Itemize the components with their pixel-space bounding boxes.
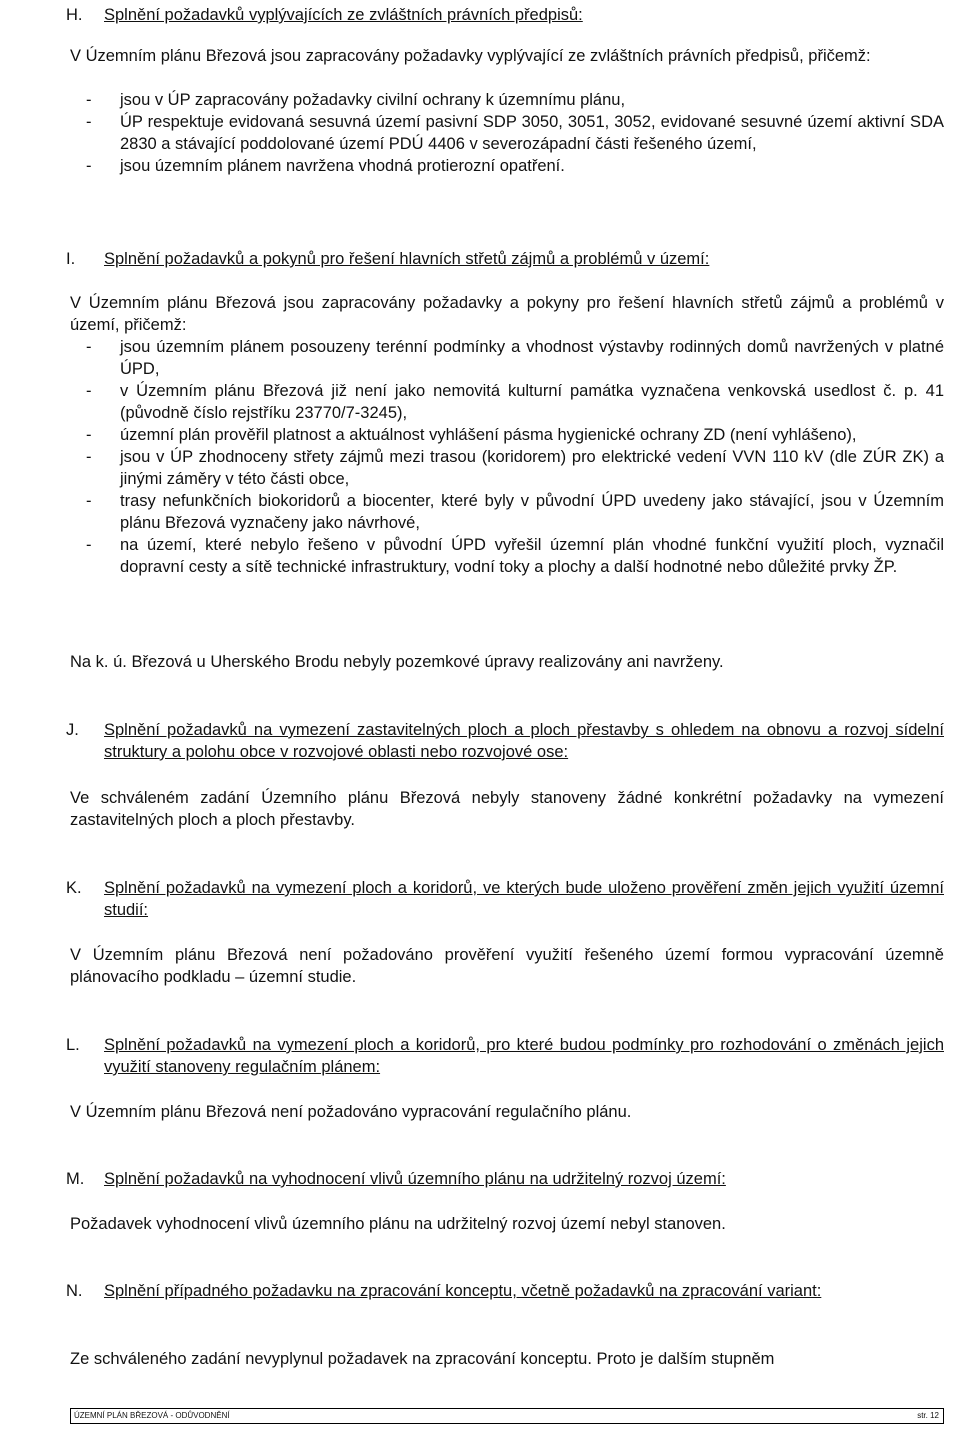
section-k-heading xyxy=(66,877,944,921)
section-title: Splnění požadavků na vymezení ploch a koridorů, ve kterých bude uloženo prověření změn jejich využití územní studií: xyxy=(104,879,944,919)
section-n-heading xyxy=(66,1280,944,1302)
section-l-heading xyxy=(66,1034,944,1078)
section-h-heading xyxy=(66,4,944,26)
section-i-list xyxy=(70,336,944,578)
list-item: - jsou v ÚP zhodnoceny střety zájmů mezi trasou (koridorem) pro elektrické vedení VVN 110 kV (dle ZÚR ZK) a jinými záměry v této části obce, xyxy=(70,446,944,490)
footer-page-number: str. 12 xyxy=(917,1411,939,1420)
section-j-heading xyxy=(66,719,944,763)
list-item: - jsou v ÚP zapracovány požadavky civilní ochrany k územnímu plánu, xyxy=(70,89,944,111)
list-item: - územní plán prověřil platnost a aktuálnost vyhlášení pásma hygienické ochrany ZD (není vyhlášeno), xyxy=(70,424,944,446)
section-i-heading xyxy=(66,248,944,270)
section-l-text: V Územním plánu Březová není požadováno vypracování regulačního plánu. xyxy=(70,1103,632,1121)
page-footer xyxy=(70,1408,944,1424)
list-item: - ÚP respektuje evidovaná sesuvná území pasivní SDP 3050, 3051, 3052, evidované sesuvné území aktivní SDA 2830 a stávající poddolované území PDÚ 4406 v severozápadní části řešeného území, xyxy=(70,111,944,155)
section-letter: I. xyxy=(66,250,76,268)
section-title: Splnění požadavků na vyhodnocení vlivů územního plánu na udržitelný rozvoj území: xyxy=(104,1170,726,1188)
section-title: Splnění případného požadavku na zpracování konceptu, včetně požadavků na zpracování variant: xyxy=(104,1282,822,1300)
list-item: - jsou územním plánem posouzeny terénní podmínky a vhodnost výstavby rodinných domů navržených v platné ÚPD, xyxy=(70,336,944,380)
section-m-heading xyxy=(66,1168,944,1190)
section-h-intro: V Územním plánu Březová jsou zapracovány požadavky vyplývající ze zvláštních právních předpisů, přičemž: xyxy=(70,47,871,65)
section-title: Splnění požadavků na vymezení zastavitelných ploch a ploch přestavby s ohledem na obnovu a rozvoj sídelní struktury a polohu obce v rozvojové oblasti nebo rozvojové ose: xyxy=(104,721,944,761)
section-letter: M. xyxy=(66,1170,85,1188)
section-letter: H. xyxy=(66,6,83,24)
section-letter: K. xyxy=(66,879,82,897)
list-item: - trasy nefunkčních biokoridorů a biocenter, které byly v původní ÚPD uvedeny jako stávající, jsou v Územním plánu Březová vyznačeny jako návrhové, xyxy=(70,490,944,534)
section-i-intro: V Územním plánu Březová jsou zapracovány požadavky a pokyny pro řešení hlavních střetů zájmů a problémů v území, přičemž: xyxy=(70,294,944,334)
section-n-text: Ze schváleného zadání nevyplynul požadavek na zpracování konceptu. Proto je dalším stupněm xyxy=(70,1350,775,1368)
list-item: - v Územním plánu Březová již není jako nemovitá kulturní památka vyznačena venkovská usedlost č. p. 41 (původně číslo rejstříku 23770/7-3245), xyxy=(70,380,944,424)
section-title: Splnění požadavků na vymezení ploch a koridorů, pro které budou podmínky pro rozhodování o změnách jejich využití stanoveny regulačním plánem: xyxy=(104,1036,944,1076)
section-title: Splnění požadavků a pokynů pro řešení hlavních střetů zájmů a problémů v území: xyxy=(104,250,710,268)
section-title: Splnění požadavků vyplývajících ze zvláštních právních předpisů: xyxy=(104,6,583,24)
section-i-note: Na k. ú. Březová u Uherského Brodu nebyly pozemkové úpravy realizovány ani navrženy. xyxy=(70,653,724,671)
footer-document-title: ÚZEMNÍ PLÁN BŘEZOVÁ - ODŮVODNĚNÍ xyxy=(74,1411,230,1420)
section-h-list xyxy=(70,89,944,177)
section-letter: N. xyxy=(66,1282,83,1300)
list-item: - na území, které nebylo řešeno v původní ÚPD vyřešil územní plán vhodné funkční využití ploch, vyznačil dopravní cesty a sítě technické infrastruktury, vodní toky a plochy a další hodnotné nebo důležité prvky ŽP. xyxy=(70,534,944,578)
section-letter: L. xyxy=(66,1036,80,1054)
section-j-text: Ve schváleném zadání Územního plánu Březová nebyly stanoveny žádné konkrétní požadavky na vymezení zastavitelných ploch a ploch přestavby. xyxy=(70,789,944,829)
list-item: - jsou územním plánem navržena vhodná protierozní opatření. xyxy=(70,155,944,177)
section-k-text: V Územním plánu Březová není požadováno prověření využití řešeného území formou vypracování územně plánovacího podkladu – územní studie. xyxy=(70,946,944,986)
section-letter: J. xyxy=(66,721,79,739)
section-m-text: Požadavek vyhodnocení vlivů územního plánu na udržitelný rozvoj území nebyl stanoven. xyxy=(70,1215,726,1233)
